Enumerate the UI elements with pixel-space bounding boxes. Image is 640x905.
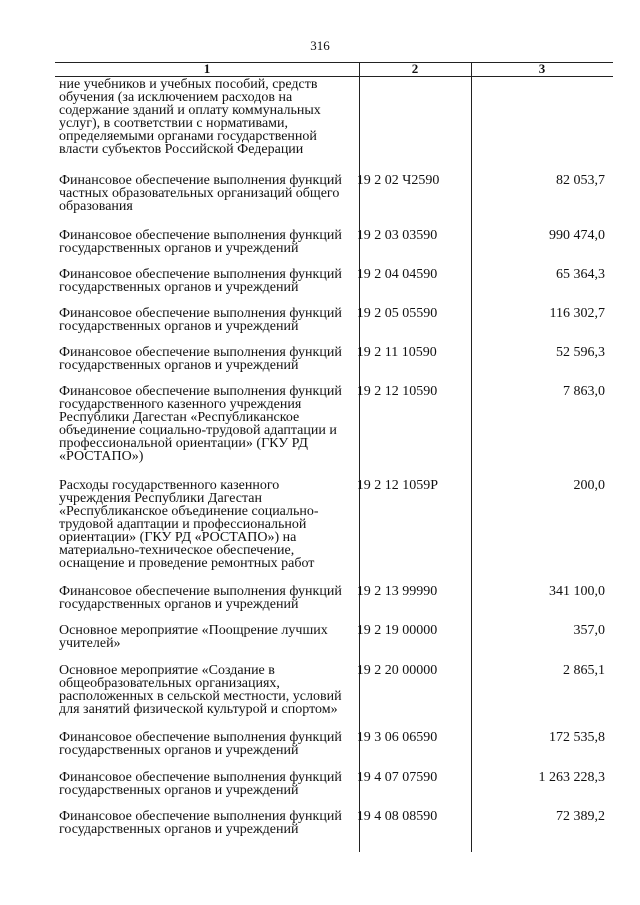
row-code: 19 2 12 10590 [356,384,438,399]
row-description: Финансовое обеспечение выполнения функций государственных органов и учреждений [59,345,342,373]
row-code: 19 2 04 04590 [356,267,438,282]
row-description: Финансовое обеспечение выполнения функций государственных органов и учреждений [59,770,342,798]
row-amount: 2 865,1 [563,663,605,678]
table-body [55,78,613,849]
row-code: 19 2 19 00000 [356,623,438,638]
row-description: Финансовое обеспечение выполнения функций государственного казенного учреждения Республики Дагестан «Республиканское объединение социально-трудовой адаптации и профессиональной ориентации» (ГКУ РД «РОСТАПО») [59,384,342,464]
table-row [55,624,613,664]
row-code: 19 2 02 Ч2590 [356,173,440,188]
row-code: 19 3 06 06590 [356,730,438,745]
row-amount: 357,0 [573,623,605,638]
row-code: 19 2 05 05590 [356,306,438,321]
row-amount: 7 863,0 [563,384,605,399]
header-col-1: 1 [203,61,211,76]
table-row [55,664,613,731]
row-amount: 200,0 [573,478,605,493]
table-row [55,268,613,307]
row-description: ние учебников и учебных пособий, средств обучения (за исключением расходов на содержание зданий и оплату коммунальных услуг), в соответствии с нормативами, определяемыми органами государственной власти субъектов Российской Федерации [59,77,321,157]
row-amount: 990 474,0 [549,228,605,243]
table-row [55,307,613,346]
table-row [55,78,613,174]
table-row [55,174,613,229]
row-description: Финансовое обеспечение выполнения функций частных образовательных организаций общего образования [59,173,342,214]
row-amount: 65 364,3 [556,267,605,282]
table-row [55,229,613,268]
row-amount: 82 053,7 [556,173,605,188]
row-amount: 52 596,3 [556,345,605,360]
row-amount: 172 535,8 [549,730,605,745]
row-description: Финансовое обеспечение выполнения функций государственных органов и учреждений [59,809,342,837]
row-description: Финансовое обеспечение выполнения функций государственных органов и учреждений [59,267,342,295]
table-row [55,771,613,810]
row-code: 19 2 20 00000 [356,663,438,678]
table-row [55,346,613,385]
row-description: Финансовое обеспечение выполнения функций государственных органов и учреждений [59,584,342,612]
row-description: Расходы государственного казенного учреждения Республики Дагестан «Республиканское объединение социально-трудовой адаптации и профессиональной ориентации» (ГКУ РД «РОСТАПО») на материально-техническое обеспечение, оснащение и проведение ремонтных работ [59,478,319,571]
table-row [55,585,613,624]
row-amount: 341 100,0 [549,584,605,599]
row-code: 19 2 11 10590 [356,345,437,360]
row-description: Финансовое обеспечение выполнения функций государственных органов и учреждений [59,228,342,256]
row-description: Финансовое обеспечение выполнения функций государственных органов и учреждений [59,730,342,758]
row-description: Основное мероприятие «Поощрение лучших учителей» [59,623,328,651]
row-description: Основное мероприятие «Создание в общеобразовательных организациях, расположенных в сельской местности, условий для занятий физической культурой и спортом» [59,663,342,717]
table-row [55,385,613,479]
row-amount: 72 389,2 [556,809,605,824]
table-row [55,731,613,771]
page-number: 316 [310,38,330,53]
row-code: 19 2 13 99990 [356,584,438,599]
row-code: 19 4 08 08590 [356,809,438,824]
table-row [55,479,613,585]
header-col-3: 3 [538,61,546,76]
row-amount: 1 263 228,3 [538,770,605,785]
table-row [55,810,613,849]
row-description: Финансовое обеспечение выполнения функций государственных органов и учреждений [59,306,342,334]
header-col-2: 2 [411,61,419,76]
row-code: 19 2 12 1059Р [356,478,439,493]
row-code: 19 2 03 03590 [356,228,438,243]
row-amount: 116 302,7 [549,306,605,321]
row-code: 19 4 07 07590 [356,770,438,785]
